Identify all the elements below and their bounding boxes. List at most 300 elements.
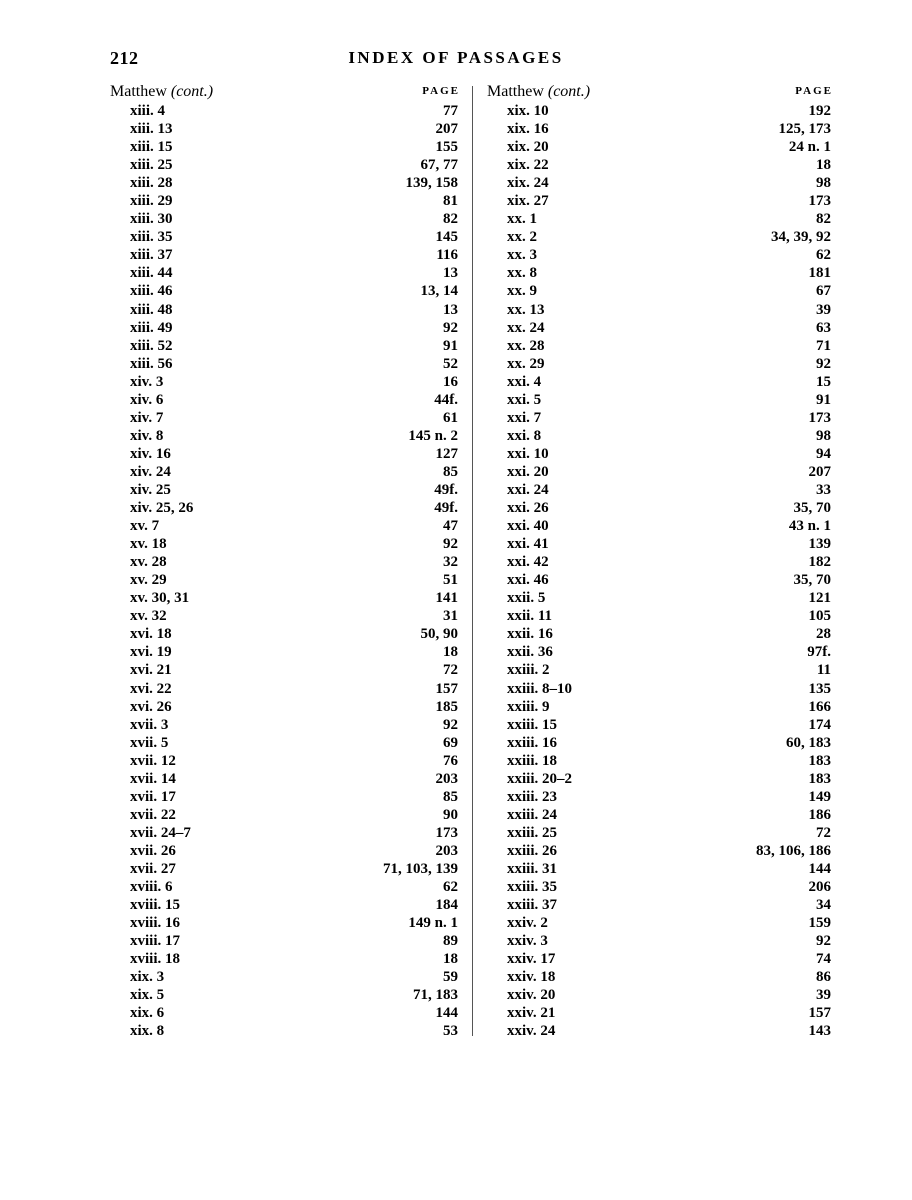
page-reference: 34, 39, 92 xyxy=(771,229,831,246)
index-entry xyxy=(110,482,460,500)
passage-reference: xiii. 44 xyxy=(130,265,173,282)
page-reference: 135 xyxy=(808,680,831,697)
page-reference: 207 xyxy=(435,121,458,138)
page-reference: 144 xyxy=(808,860,831,877)
page-reference: 125, 173 xyxy=(778,121,831,138)
page-reference: 50, 90 xyxy=(420,626,458,643)
index-entry xyxy=(487,590,833,608)
page-reference: 206 xyxy=(808,879,831,896)
passage-reference: xv. 29 xyxy=(130,572,167,589)
passage-reference: xv. 30, 31 xyxy=(130,590,190,607)
index-entry xyxy=(487,825,833,843)
page-column-label: PAGE xyxy=(795,85,833,97)
passage-reference: xxiv. 2 xyxy=(507,915,548,932)
index-entry xyxy=(487,446,833,464)
index-entry xyxy=(110,374,460,392)
passage-reference: xxii. 11 xyxy=(507,608,553,625)
index-entry xyxy=(487,265,833,283)
passage-reference: xxi. 41 xyxy=(507,536,549,553)
passage-reference: xxi. 24 xyxy=(507,481,549,498)
passage-reference: xvii. 12 xyxy=(130,752,176,769)
page-reference: 203 xyxy=(435,842,458,859)
passage-reference: xvi. 22 xyxy=(130,680,172,697)
passage-reference: xxiv. 20 xyxy=(507,987,556,1004)
index-entry xyxy=(110,211,460,229)
index-entry xyxy=(110,446,460,464)
index-entry xyxy=(487,1023,833,1041)
page-reference: 49f. xyxy=(434,481,458,498)
passage-reference: xiii. 4 xyxy=(130,103,166,119)
book-name: Matthew xyxy=(110,83,167,100)
passage-reference: xviii. 15 xyxy=(130,897,181,914)
page-reference: 83, 106, 186 xyxy=(756,842,831,859)
index-entry xyxy=(487,482,833,500)
passage-reference: xxi. 5 xyxy=(507,391,542,408)
passage-reference: xxii. 36 xyxy=(507,644,553,661)
passage-reference: xx. 2 xyxy=(507,229,537,246)
page-reference: 91 xyxy=(443,337,458,354)
page-reference: 90 xyxy=(443,806,458,823)
page-reference: 47 xyxy=(443,518,458,535)
index-entry xyxy=(487,843,833,861)
index-entry xyxy=(487,464,833,482)
index-entry xyxy=(110,356,460,374)
page-reference: 69 xyxy=(443,734,458,751)
page-reference: 33 xyxy=(816,481,831,498)
page-reference: 67 xyxy=(816,283,831,300)
passage-reference: xx. 28 xyxy=(507,337,545,354)
passage-reference: xiv. 7 xyxy=(130,409,164,426)
passage-reference: xv. 28 xyxy=(130,554,167,571)
passage-reference: xxi. 20 xyxy=(507,463,549,480)
page-column-label: PAGE xyxy=(422,85,460,97)
page-reference: 203 xyxy=(435,770,458,787)
page-reference: 63 xyxy=(816,319,831,336)
index-entry xyxy=(110,283,460,301)
passage-reference: xix. 3 xyxy=(130,969,165,986)
index-entry xyxy=(110,320,460,338)
passage-reference: xiii. 15 xyxy=(130,139,173,156)
column-title xyxy=(487,83,590,101)
index-entry xyxy=(487,338,833,356)
page-reference: 98 xyxy=(816,427,831,444)
page-reference: 13 xyxy=(443,301,458,318)
passage-reference: xix. 20 xyxy=(507,139,549,156)
index-entry xyxy=(487,536,833,554)
index-entry xyxy=(487,681,833,699)
page-reference: 35, 70 xyxy=(793,572,831,589)
index-entry xyxy=(110,644,460,662)
passage-reference: xix. 5 xyxy=(130,987,165,1004)
passage-reference: xxi. 26 xyxy=(507,500,549,517)
page-reference: 183 xyxy=(808,752,831,769)
index-entry xyxy=(487,789,833,807)
index-entry xyxy=(110,590,460,608)
running-head: INDEX OF PASSAGES xyxy=(348,48,564,67)
page-reference: 67, 77 xyxy=(420,157,458,174)
page-reference: 89 xyxy=(443,933,458,950)
index-entry xyxy=(110,464,460,482)
index-entry xyxy=(110,536,460,554)
page-reference: 91 xyxy=(816,391,831,408)
index-entry xyxy=(487,572,833,590)
passage-reference: xvi. 26 xyxy=(130,698,172,715)
index-entry xyxy=(110,608,460,626)
index-entry xyxy=(487,211,833,229)
page-reference: 149 xyxy=(808,788,831,805)
index-entry xyxy=(110,933,460,951)
passage-reference: xx. 24 xyxy=(507,319,545,336)
passage-reference: xiii. 13 xyxy=(130,121,173,138)
page-reference: 183 xyxy=(808,770,831,787)
passage-reference: xv. 18 xyxy=(130,536,167,553)
index-entry xyxy=(110,572,460,590)
passage-reference: xiii. 25 xyxy=(130,157,173,174)
page-reference: 61 xyxy=(443,409,458,426)
page-reference: 81 xyxy=(443,193,458,210)
passage-reference: xiii. 52 xyxy=(130,337,173,354)
book-name: Matthew xyxy=(487,83,544,100)
index-entry xyxy=(487,392,833,410)
page-reference: 82 xyxy=(443,211,458,228)
index-entry xyxy=(487,861,833,879)
page-reference: 207 xyxy=(808,463,831,480)
passage-reference: xxi. 42 xyxy=(507,554,549,571)
index-entry xyxy=(487,717,833,735)
passage-reference: xxiii. 20–2 xyxy=(507,770,573,787)
passage-reference: xxiii. 2 xyxy=(507,662,550,679)
index-entry xyxy=(110,825,460,843)
index-entry xyxy=(487,753,833,771)
passage-reference: xvii. 24–7 xyxy=(130,824,191,841)
page-reference: 145 xyxy=(435,229,458,246)
index-entry xyxy=(487,554,833,572)
passage-reference: xx. 29 xyxy=(507,355,545,372)
passage-reference: xiv. 25 xyxy=(130,481,171,498)
index-entry xyxy=(487,915,833,933)
passage-reference: xiv. 6 xyxy=(130,391,164,408)
passage-reference: xviii. 6 xyxy=(130,879,173,896)
page-reference: 16 xyxy=(443,373,458,390)
passage-reference: xxiii. 31 xyxy=(507,860,558,877)
index-entry xyxy=(487,283,833,301)
passage-reference: xxiii. 35 xyxy=(507,879,558,896)
index-entry xyxy=(487,374,833,392)
index-entry xyxy=(110,879,460,897)
passage-reference: xix. 10 xyxy=(507,103,549,119)
passage-reference: xiii. 46 xyxy=(130,283,173,300)
page-reference: 186 xyxy=(808,806,831,823)
index-entry xyxy=(110,518,460,536)
index-entry xyxy=(487,735,833,753)
index-entry xyxy=(487,626,833,644)
index-entry xyxy=(487,933,833,951)
index-entries xyxy=(487,103,833,1041)
index-entry xyxy=(110,789,460,807)
passage-reference: xvi. 21 xyxy=(130,662,172,679)
index-entry xyxy=(110,662,460,680)
page-reference: 92 xyxy=(443,716,458,733)
index-entry xyxy=(487,139,833,157)
page-reference: 149 n. 1 xyxy=(408,915,458,932)
index-entry xyxy=(487,951,833,969)
page-reference: 155 xyxy=(435,139,458,156)
index-entries xyxy=(110,103,460,1041)
index-entry xyxy=(110,735,460,753)
passage-reference: xvii. 22 xyxy=(130,806,176,823)
page-reference: 18 xyxy=(816,157,831,174)
index-entry xyxy=(487,175,833,193)
page-reference: 173 xyxy=(808,193,831,210)
passage-reference: xiii. 28 xyxy=(130,175,173,192)
index-entry xyxy=(487,302,833,320)
page-reference: 31 xyxy=(443,608,458,625)
page-reference: 92 xyxy=(816,933,831,950)
index-entry xyxy=(110,302,460,320)
passage-reference: xiii. 29 xyxy=(130,193,173,210)
passage-reference: xxiii. 26 xyxy=(507,842,558,859)
index-entry xyxy=(110,699,460,717)
index-entry xyxy=(487,518,833,536)
index-entry xyxy=(110,1005,460,1023)
index-entry xyxy=(110,915,460,933)
passage-reference: xviii. 16 xyxy=(130,915,181,932)
passage-reference: xxi. 40 xyxy=(507,518,549,535)
page-reference: 35, 70 xyxy=(793,500,831,517)
passage-reference: xxii. 5 xyxy=(507,590,546,607)
passage-reference: xiv. 24 xyxy=(130,463,171,480)
passage-reference: xxiv. 17 xyxy=(507,951,556,968)
page-reference: 51 xyxy=(443,572,458,589)
passage-reference: xiv. 8 xyxy=(130,427,164,444)
index-entry xyxy=(487,500,833,518)
index-entry xyxy=(487,410,833,428)
index-entry xyxy=(110,1023,460,1041)
passage-reference: xix. 22 xyxy=(507,157,549,174)
page-reference: 85 xyxy=(443,788,458,805)
page-reference: 174 xyxy=(808,716,831,733)
page-reference: 97f. xyxy=(807,644,831,661)
index-entry xyxy=(110,861,460,879)
passage-reference: xxiii. 9 xyxy=(507,698,550,715)
passage-reference: xiii. 30 xyxy=(130,211,173,228)
column-header xyxy=(487,83,833,103)
page-reference: 53 xyxy=(443,1023,458,1040)
index-entry xyxy=(110,500,460,518)
page-reference: 18 xyxy=(443,644,458,661)
page-reference: 92 xyxy=(816,355,831,372)
index-entry xyxy=(110,121,460,139)
index-entry xyxy=(110,428,460,446)
passage-reference: xxiv. 21 xyxy=(507,1005,556,1022)
index-entry xyxy=(110,987,460,1005)
page-number: 212 xyxy=(110,48,139,68)
passage-reference: xx. 1 xyxy=(507,211,537,228)
page-reference: 94 xyxy=(816,445,831,462)
passage-reference: xix. 8 xyxy=(130,1023,165,1040)
passage-reference: xiii. 56 xyxy=(130,355,173,372)
page-reference: 139 xyxy=(808,536,831,553)
index-entry xyxy=(487,428,833,446)
page-reference: 145 n. 2 xyxy=(408,427,458,444)
passage-reference: xix. 24 xyxy=(507,175,549,192)
passage-reference: xix. 6 xyxy=(130,1005,165,1022)
passage-reference: xxi. 46 xyxy=(507,572,549,589)
passage-reference: xxiii. 18 xyxy=(507,752,558,769)
passage-reference: xxi. 4 xyxy=(507,373,542,390)
index-entry xyxy=(487,987,833,1005)
passage-reference: xvi. 19 xyxy=(130,644,172,661)
page-reference: 157 xyxy=(435,680,458,697)
index-entry xyxy=(487,807,833,825)
page-reference: 13 xyxy=(443,265,458,282)
index-entry xyxy=(487,699,833,717)
page-reference: 72 xyxy=(443,662,458,679)
index-entry xyxy=(110,229,460,247)
index-entry xyxy=(487,103,833,121)
page-reference: 116 xyxy=(436,247,458,264)
passage-reference: xxiii. 24 xyxy=(507,806,558,823)
passage-reference: xxiii. 15 xyxy=(507,716,558,733)
passage-reference: xiii. 37 xyxy=(130,247,173,264)
index-entry xyxy=(110,392,460,410)
page-reference: 60, 183 xyxy=(786,734,831,751)
page-reference: 141 xyxy=(435,590,458,607)
page-reference: 121 xyxy=(808,590,831,607)
page-reference: 181 xyxy=(808,265,831,282)
index-entry xyxy=(110,753,460,771)
index-column-right xyxy=(487,83,833,1041)
page-reference: 76 xyxy=(443,752,458,769)
index-entry xyxy=(487,879,833,897)
page-reference: 86 xyxy=(816,969,831,986)
passage-reference: xxiii. 23 xyxy=(507,788,558,805)
index-entry xyxy=(487,320,833,338)
index-entry xyxy=(110,681,460,699)
page-reference: 71, 183 xyxy=(413,987,458,1004)
page-reference: 192 xyxy=(808,103,831,119)
index-entry xyxy=(487,897,833,915)
passage-reference: xviii. 17 xyxy=(130,933,181,950)
passage-reference: xvi. 18 xyxy=(130,626,172,643)
page-reference: 13, 14 xyxy=(420,283,458,300)
index-entry xyxy=(110,265,460,283)
passage-reference: xx. 9 xyxy=(507,283,537,300)
index-entry xyxy=(110,247,460,265)
passage-reference: xvii. 17 xyxy=(130,788,176,805)
page-reference: 184 xyxy=(435,897,458,914)
page-reference: 143 xyxy=(808,1023,831,1040)
passage-reference: xxi. 7 xyxy=(507,409,542,426)
index-entry xyxy=(487,644,833,662)
page-reference: 92 xyxy=(443,536,458,553)
index-entry xyxy=(110,843,460,861)
page-reference: 82 xyxy=(816,211,831,228)
page-reference: 18 xyxy=(443,951,458,968)
index-entry xyxy=(487,193,833,211)
index-entry xyxy=(487,356,833,374)
page-reference: 43 n. 1 xyxy=(788,518,831,535)
continued-label: (cont.) xyxy=(547,83,591,100)
page-reference: 24 n. 1 xyxy=(788,139,831,156)
passage-reference: xv. 7 xyxy=(130,518,160,535)
page-reference: 28 xyxy=(816,626,831,643)
page-reference: 185 xyxy=(435,698,458,715)
index-entry xyxy=(110,139,460,157)
index-entry xyxy=(110,969,460,987)
index-entry xyxy=(110,554,460,572)
page-reference: 71, 103, 139 xyxy=(383,860,458,877)
page-reference: 127 xyxy=(435,445,458,462)
index-entry xyxy=(487,247,833,265)
index-entry xyxy=(110,717,460,735)
passage-reference: xviii. 18 xyxy=(130,951,181,968)
passage-reference: xvii. 5 xyxy=(130,734,169,751)
index-entry xyxy=(110,410,460,428)
index-entry xyxy=(487,1005,833,1023)
passage-reference: xxiii. 37 xyxy=(507,897,558,914)
index-entry xyxy=(487,121,833,139)
passage-reference: xiv. 25, 26 xyxy=(130,500,194,517)
page-reference: 159 xyxy=(808,915,831,932)
page-reference: 173 xyxy=(808,409,831,426)
passage-reference: xxiv. 18 xyxy=(507,969,556,986)
page-reference: 173 xyxy=(435,824,458,841)
page-reference: 49f. xyxy=(434,500,458,517)
passage-reference: xvii. 26 xyxy=(130,842,176,859)
continued-label: (cont.) xyxy=(170,83,214,100)
passage-reference: xxiv. 3 xyxy=(507,933,548,950)
column-divider xyxy=(472,86,473,1036)
index-entry xyxy=(110,951,460,969)
passage-reference: xiv. 16 xyxy=(130,445,171,462)
index-entry xyxy=(487,771,833,789)
passage-reference: xxiii. 8–10 xyxy=(507,680,573,697)
page-reference: 182 xyxy=(808,554,831,571)
page-reference: 32 xyxy=(443,554,458,571)
index-entry xyxy=(110,193,460,211)
passage-reference: xx. 3 xyxy=(507,247,537,264)
passage-reference: xxii. 16 xyxy=(507,626,553,643)
index-entry xyxy=(487,229,833,247)
index-entry xyxy=(487,662,833,680)
index-entry xyxy=(487,608,833,626)
page-reference: 15 xyxy=(816,373,831,390)
page-reference: 74 xyxy=(816,951,831,968)
page-reference: 98 xyxy=(816,175,831,192)
index-entry xyxy=(110,175,460,193)
passage-reference: xvii. 14 xyxy=(130,770,176,787)
page-reference: 34 xyxy=(816,897,831,914)
page-reference: 39 xyxy=(816,987,831,1004)
page-reference: 85 xyxy=(443,463,458,480)
passage-reference: xiii. 35 xyxy=(130,229,173,246)
passage-reference: xx. 8 xyxy=(507,265,537,282)
page-reference: 105 xyxy=(808,608,831,625)
page-reference: 44f. xyxy=(434,391,458,408)
page-reference: 157 xyxy=(808,1005,831,1022)
passage-reference: xv. 32 xyxy=(130,608,167,625)
passage-reference: xiii. 49 xyxy=(130,319,173,336)
passage-reference: xxiii. 16 xyxy=(507,734,558,751)
page-reference: 71 xyxy=(816,337,831,354)
index-entry xyxy=(487,157,833,175)
page-reference: 92 xyxy=(443,319,458,336)
index-entry xyxy=(110,338,460,356)
passage-reference: xxiv. 24 xyxy=(507,1023,556,1040)
page-reference: 11 xyxy=(816,662,831,679)
page-reference: 62 xyxy=(816,247,831,264)
